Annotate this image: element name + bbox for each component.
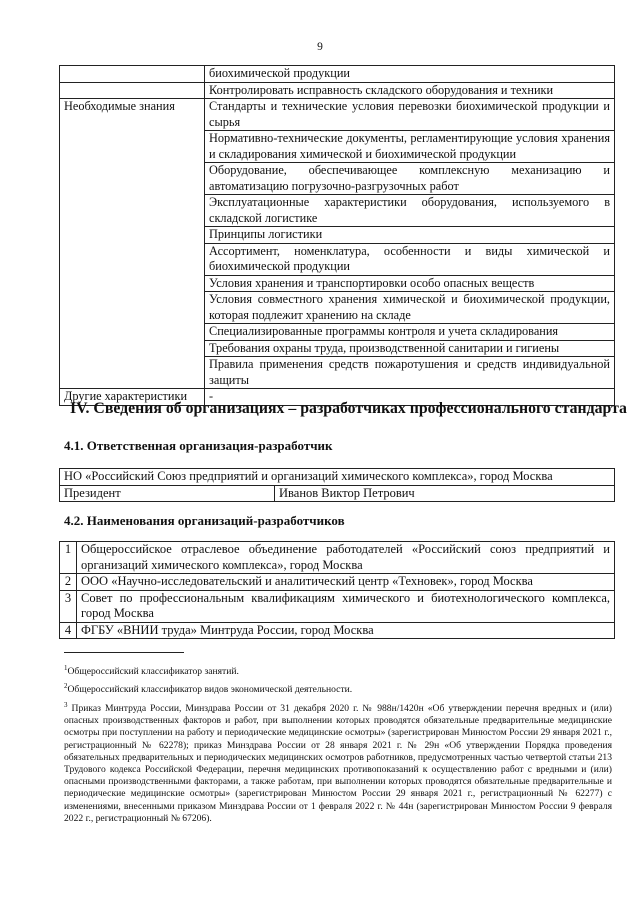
table-row	[60, 485, 615, 502]
page-number: 9	[317, 41, 323, 53]
table-cell: Контролировать исправность складского оборудования и техники	[205, 82, 615, 99]
developer-number: 1	[60, 542, 77, 574]
developer-number: 4	[60, 622, 77, 639]
developers-heading: 4.2. Наименования организаций-разработчиков	[64, 513, 345, 528]
footnote	[64, 662, 612, 678]
table-row	[60, 82, 615, 99]
knowledge-item: Специализированные программы контроля и учета складирования	[205, 324, 615, 341]
table-cell	[60, 82, 205, 99]
developer-name: Совет по профессиональным квалификациям химического и биотехнологического комплекса, город Москва	[77, 590, 615, 622]
footnote-text: Общероссийский классификатор занятий.	[67, 666, 239, 678]
footnote-text: Общероссийский классификатор видов экономической деятельности.	[67, 684, 353, 696]
other-value: -	[205, 389, 615, 406]
footnote	[64, 680, 612, 696]
developer-name: ФГБУ «ВНИИ труда» Минтруда России, город Москва	[77, 622, 615, 639]
footnotes	[64, 662, 612, 827]
table-row	[60, 542, 615, 574]
developer-number: 2	[60, 574, 77, 591]
table-cell: биохимической продукции	[205, 66, 615, 83]
knowledge-item: Ассортимент, номенклатура, особенности и виды химической и биохимической продукции	[205, 243, 615, 275]
developers-table	[59, 541, 615, 639]
footnote-mark: 3	[64, 700, 68, 709]
table-row	[60, 574, 615, 591]
knowledge-item: Требования охраны труда, производственной санитарии и гигиены	[205, 340, 615, 357]
knowledge-item: Условия совместного хранения химической и биохимической продукции, которая подлежит хранению на складе	[205, 292, 615, 324]
footnote-mark: 1	[64, 664, 68, 672]
knowledge-label: Необходимые знания	[60, 99, 205, 389]
responsible-position: Президент	[60, 485, 275, 502]
responsible-person: Иванов Виктор Петрович	[275, 485, 615, 502]
responsible-org: НО «Российский Союз предприятий и организаций химического комплекса», город Москва	[60, 469, 615, 486]
knowledge-item: Нормативно-технические документы, регламентирующие условия хранения и складирования химической и биохимической продукции	[205, 131, 615, 163]
table-row	[60, 99, 615, 131]
knowledge-item: Оборудование, обеспечивающее комплексную механизацию и автоматизацию погрузочно-разгрузочных работ	[205, 163, 615, 195]
table-row	[60, 66, 615, 83]
footnote-mark: 2	[64, 682, 68, 691]
responsible-heading: 4.1. Ответственная организация-разработчик	[64, 438, 333, 453]
developer-number: 3	[60, 590, 77, 622]
table-cell	[60, 66, 205, 83]
footnote-text: Приказ Минтруда России, Минздрава России от 31 декабря 2020 г. № 988н/1420н «Об утверждении перечня вредных и (или) опасных производственных факторов и работ, при выполнении которых проводятся обязательные предварительные медицинские осмотры при поступлении на работу и периодические медицинские осмотры» (зарегистрирован Минюстом России 29 января 2021 г., регистрационный № 62278); приказ Минздрава России от 28 января 2021 г. № 29н «Об утверждении Порядка проведения обязательных предварительных и периодических медицинских осмотров работников, предусмотренных частью четвертой статьи 213 Трудового кодекса Российской Федерации, перечня медицинских противопоказаний к осуществлению работ с вредными и (или) опасными производственными факторами, а также работам, при выполнении которых проводятся обязательные предварительные и периодические медицинские осмотры» (зарегистрирован Минюстом России 29 января 2021 г., регистрационный № 62277) с изменениями, внесенными приказом Минздрава России от 1 февраля 2022 г. № 44н (зарегистрирован Минюстом России 9 февраля 2022 г., регистрационный № 67206).	[64, 702, 612, 824]
knowledge-item: Стандарты и технические условия перевозки биохимической продукции и сырья	[205, 99, 615, 131]
section-title: IV. Сведения об организациях – разработчиках профессионального стандарта	[70, 400, 627, 417]
developer-name: Общероссийское отраслевое объединение работодателей «Российский союз предприятий и организаций химического комплекса», город Москва	[77, 542, 615, 574]
knowledge-item: Условия хранения и транспортировки особо опасных веществ	[205, 275, 615, 292]
footnote-divider	[64, 652, 184, 653]
knowledge-item: Правила применения средств пожаротушения и средств индивидуальной защиты	[205, 357, 615, 389]
knowledge-item: Принципы логистики	[205, 227, 615, 244]
developer-name: ООО «Научно-исследовательский и аналитический центр «Техновек», город Москва	[77, 574, 615, 591]
responsible-table	[59, 468, 615, 502]
table-row	[60, 590, 615, 622]
requirements-table	[59, 65, 615, 406]
table-row	[60, 622, 615, 639]
table-row	[60, 469, 615, 486]
footnote	[64, 699, 612, 825]
other-label: Другие характеристики	[60, 389, 205, 406]
knowledge-item: Эксплуатационные характеристики оборудования, используемого в складской логистике	[205, 195, 615, 227]
